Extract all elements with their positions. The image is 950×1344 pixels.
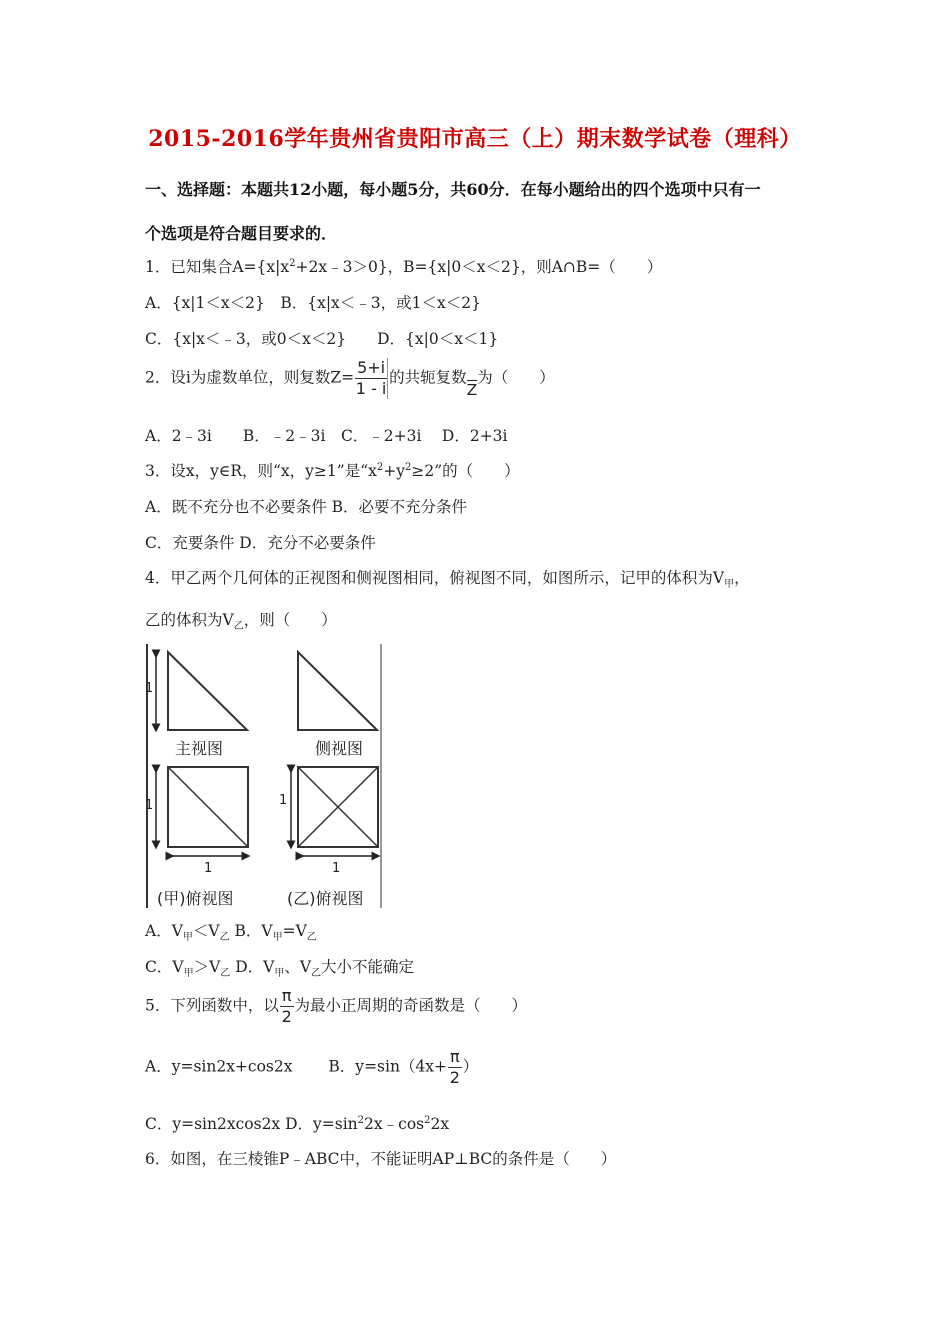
q2-fraction xyxy=(355,358,388,399)
q2-stem-a: 2．设i为虚数单位，则复数Z= xyxy=(145,368,355,387)
q4-line1-a: 4．甲乙两个几何体的正视图和侧视图相同，俯视图不同，如图所示，记甲的体积为V xyxy=(145,569,725,587)
front-view-label: 主视图 xyxy=(175,739,224,758)
top-view-jia-width-label: 1 xyxy=(204,861,213,876)
q5-stem-b: 为最小正周期的奇函数是（ ） xyxy=(294,996,528,1015)
side-view xyxy=(298,652,377,758)
q4-line1-b: ， xyxy=(734,569,750,587)
q1-exp: 2 xyxy=(289,257,296,269)
q4a-t0: A．V xyxy=(145,922,183,940)
q3-stem-b: +y xyxy=(383,462,405,480)
question-4-option-a-b xyxy=(145,919,317,943)
q2-conjugate-z: Z xyxy=(466,380,478,399)
section-heading-line2: 个选项是符合题目要求的． xyxy=(145,224,338,243)
q4a-t6: =V xyxy=(282,922,307,940)
question-1-option-c-d: C．{x|x＜﹣3，或0＜x＜2} D．{x|0＜x＜1} xyxy=(145,330,499,348)
top-view-yi xyxy=(279,767,378,908)
question-4-option-c-d xyxy=(145,955,414,979)
q5-opt-b-fraction xyxy=(448,1047,462,1088)
q4a-s5: 甲 xyxy=(272,932,283,944)
question-3-option-a-b: A．既不充分也不必要条件 B．必要不充分条件 xyxy=(145,498,468,516)
q4a-t2: ＜V xyxy=(192,922,220,940)
question-2-options: A．2﹣3i B．﹣2﹣3i C．﹣2+3i D．2+3i xyxy=(145,427,508,445)
q5-exp-1: 2 xyxy=(357,1114,365,1126)
question-4-line2 xyxy=(145,608,337,632)
question-5-stem xyxy=(145,986,527,1027)
front-view-height-label: 1 xyxy=(145,681,154,696)
q4c-t0: C．V xyxy=(145,958,184,976)
q4a-t4: B．V xyxy=(229,922,273,940)
question-5-option-c-d xyxy=(145,1112,449,1134)
top-view-yi-height-label: 1 xyxy=(279,793,288,808)
section-heading-line1: 一、选择题：本题共12小题，每小题5分，共60分．在每小题给出的四个选项中只有一 xyxy=(145,180,761,199)
top-view-jia-label: (甲)俯视图 xyxy=(157,889,234,908)
q5-opt-a-end: ） xyxy=(462,1057,479,1076)
q4a-s3: 乙 xyxy=(219,932,230,944)
question-4-line1 xyxy=(145,566,750,590)
page-title: 2015-2016学年贵州省贵阳市高三（上）期末数学试卷（理科） xyxy=(148,126,802,152)
q5-opt-c-b: 2x﹣cos xyxy=(364,1115,425,1133)
q4c-s3: 乙 xyxy=(220,968,231,980)
question-6-stem: 6．如图，在三棱锥P﹣ABC中，不能证明AP⊥BC的条件是（ ） xyxy=(145,1150,617,1168)
q4c-t8: 大小不能确定 xyxy=(321,958,415,976)
q4c-t2: ＞V xyxy=(193,958,221,976)
q5-opt-a: A．y=sin2x+cos2x B．y=sin（4x+ xyxy=(145,1057,448,1076)
q2-stem-b: 的共轭复数 xyxy=(389,368,467,387)
front-view xyxy=(145,652,247,758)
top-view-yi-width-label: 1 xyxy=(332,861,341,876)
q4c-t6: 、V xyxy=(284,958,312,976)
q4-line2-b: ，则（ ） xyxy=(243,611,337,629)
q2-frac-den: 1 - i xyxy=(355,379,387,398)
three-view-svg xyxy=(145,642,385,910)
question-3-option-c-d: C．充要条件 D．充分不必要条件 xyxy=(145,534,376,552)
question-1-option-a-b: A．{x|1＜x＜2} B．{x|x＜﹣3，或1＜x＜2} xyxy=(145,294,481,312)
q5-pi: π xyxy=(281,986,292,1005)
q3-exp-x: 2 xyxy=(376,461,384,473)
top-view-jia xyxy=(145,767,248,908)
side-view-label: 侧视图 xyxy=(315,739,364,758)
q4c-t4: D．V xyxy=(230,958,275,976)
q2-stem-c: 为（ ） xyxy=(477,368,555,387)
top-view-jia-height-label: 1 xyxy=(145,798,154,813)
q3-exp-y: 2 xyxy=(405,461,412,473)
q5-pi-over-2 xyxy=(280,986,294,1027)
question-5-option-a-b xyxy=(145,1047,478,1088)
q5-stem-a: 5．下列函数中，以 xyxy=(145,996,279,1015)
q4c-s5: 甲 xyxy=(274,968,285,980)
three-view-figure xyxy=(145,642,385,910)
q4a-s7: 乙 xyxy=(306,932,317,944)
q5-exp-2: 2 xyxy=(424,1114,431,1126)
q3-stem-c: ≥2”的（ ） xyxy=(411,462,520,480)
q2-frac-num: 5+i xyxy=(357,358,386,377)
question-3-stem xyxy=(145,459,520,481)
q1-stem-b: +2x﹣3＞0}，B={x|0＜x＜2}，则A∩B=（ ） xyxy=(295,258,663,276)
q3-stem-a: 3．设x，y∈R，则“x，y≥1”是“x xyxy=(145,462,377,480)
q5-opt-c-c: 2x xyxy=(430,1115,450,1133)
q5-opt-b-two: 2 xyxy=(449,1068,460,1087)
question-1-stem xyxy=(145,255,662,277)
q4-sub-jia: 甲 xyxy=(724,579,735,591)
top-view-yi-label: (乙)俯视图 xyxy=(287,889,364,908)
q4-line2-a: 乙的体积为V xyxy=(145,611,234,629)
q5-opt-c-a: C．y=sin2xcos2x D．y=sin xyxy=(145,1115,358,1133)
q4a-s1: 甲 xyxy=(182,932,193,944)
question-2-stem xyxy=(145,358,555,399)
q5-two: 2 xyxy=(281,1007,292,1026)
q4c-s7: 乙 xyxy=(311,968,322,980)
q4-sub-yi: 乙 xyxy=(233,621,244,633)
q4c-s1: 甲 xyxy=(183,968,194,980)
q1-stem-a: 1．已知集合A={x|x xyxy=(145,258,290,276)
q5-opt-b-pi: π xyxy=(450,1047,460,1066)
